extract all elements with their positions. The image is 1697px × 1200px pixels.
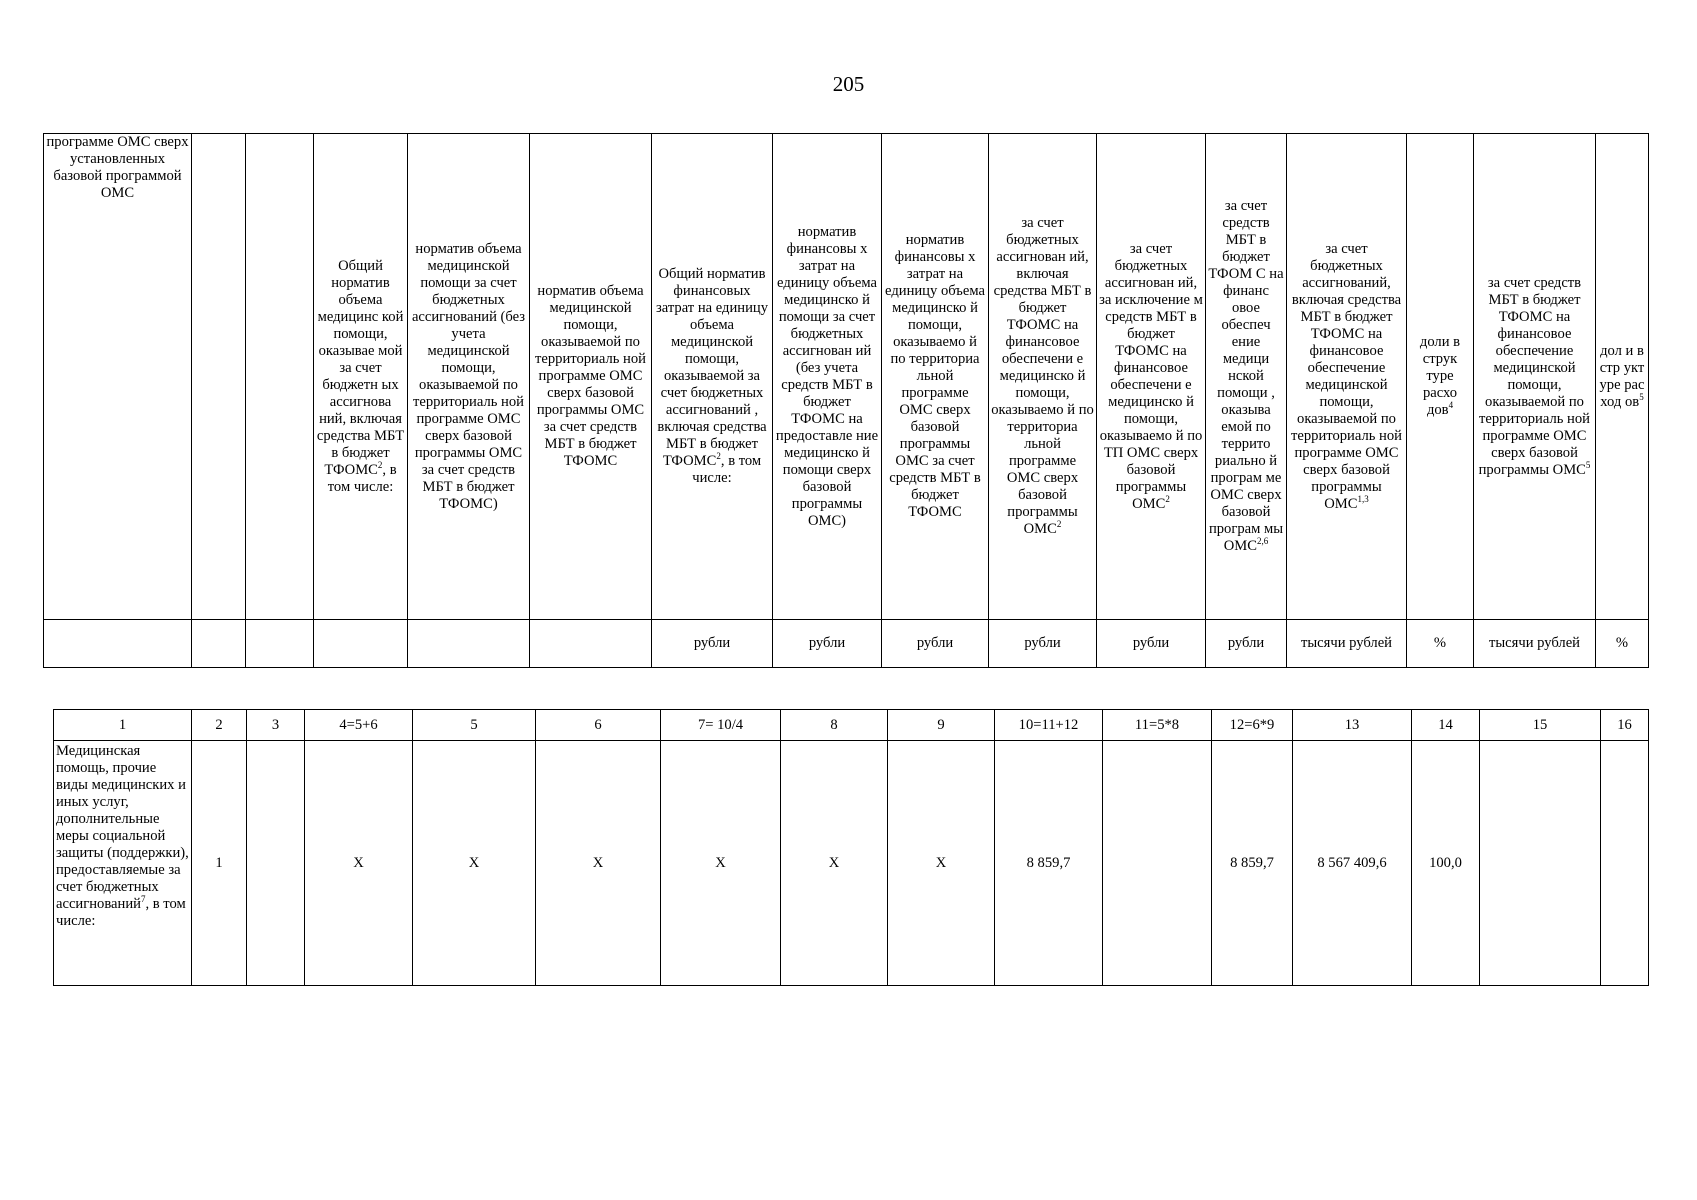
header-cell: за счет средств МБТ в бюджет ТФОМ С на финанс овое обеспеч ение медици нской помощи , оказыва емой по террито риально й програм ме ОМС сверх базовой програм мы ОМС$^{2,6}$	[1206, 134, 1287, 620]
header-cell: Общий норматив финансовых затрат на единицу объема медицинской помощи, оказываемой за счет бюджетных ассигнований , включая средства МБТ в бюджет ТФОМС$^2$, в том числе:	[652, 134, 773, 620]
column-number: 12=6*9	[1212, 710, 1293, 741]
table-cell: 8 859,7	[995, 741, 1103, 986]
table-cell: X	[413, 741, 536, 986]
column-number: 16	[1601, 710, 1649, 741]
header-cell: программе ОМС сверх установленных базовой программой ОМС	[44, 134, 192, 620]
table-cell	[1601, 741, 1649, 986]
header-table	[43, 133, 1649, 668]
unit-cell	[192, 620, 246, 668]
header-cell: за счет бюджетных ассигнований, включая средства МБТ в бюджет ТФОМС на финансовое обеспечение медицинской помощи, оказываемой по территориаль ной программе ОМС сверх базовой программы ОМС$^{1,3}$	[1287, 134, 1407, 620]
header-cell	[192, 134, 246, 620]
header-cell: норматив финансовы х затрат на единицу объема медицинско й помощи, оказываемо й по территориа льной программе ОМС сверх базовой программы ОМС за счет средств МБТ в бюджет ТФОМС	[882, 134, 989, 620]
unit-cell: рубли	[1097, 620, 1206, 668]
column-number: 13	[1293, 710, 1412, 741]
column-number-row	[54, 710, 1649, 741]
table-cell: 100,0	[1412, 741, 1480, 986]
table-row	[54, 741, 1649, 986]
unit-cell: тысячи рублей	[1474, 620, 1596, 668]
unit-cell: %	[1596, 620, 1649, 668]
column-number: 8	[781, 710, 888, 741]
unit-cell: рубли	[1206, 620, 1287, 668]
table-cell: X	[781, 741, 888, 986]
unit-cell: тысячи рублей	[1287, 620, 1407, 668]
unit-cell: рубли	[773, 620, 882, 668]
table-cell	[1103, 741, 1212, 986]
column-number: 6	[536, 710, 661, 741]
header-cell: норматив финансовы х затрат на единицу объема медицинско й помощи за счет бюджетных ассигнован ий (без учета средств МБТ в бюджет ТФОМС на предоставле ние медицинско й помощи сверх базовой программы ОМС)	[773, 134, 882, 620]
table-cell: X	[536, 741, 661, 986]
unit-cell	[408, 620, 530, 668]
table-cell	[1480, 741, 1601, 986]
column-number: 15	[1480, 710, 1601, 741]
column-number: 11=5*8	[1103, 710, 1212, 741]
column-number: 10=11+12	[995, 710, 1103, 741]
unit-cell: рубли	[882, 620, 989, 668]
unit-cell	[44, 620, 192, 668]
table-cell: X	[888, 741, 995, 986]
table-cell: 8 567 409,6	[1293, 741, 1412, 986]
header-cell: за счет средств МБТ в бюджет ТФОМС на финансовое обеспечение медицинской помощи, оказываемой по территориаль ной программе ОМС сверх базовой программы ОМС$^5$	[1474, 134, 1596, 620]
header-cell: за счет бюджетных ассигнован ий, включая средства МБТ в бюджет ТФОМС на финансовое обеспечени е медицинско й помощи, оказываемо й по территориа льной программе ОМС сверх базовой программы ОМС$^2$	[989, 134, 1097, 620]
header-cell: доли в струк туре расхо дов$^4$	[1407, 134, 1474, 620]
column-number: 3	[247, 710, 305, 741]
unit-cell: %	[1407, 620, 1474, 668]
page-number: 205	[832, 72, 865, 96]
unit-cell: рубли	[652, 620, 773, 668]
column-number: 9	[888, 710, 995, 741]
column-number: 5	[413, 710, 536, 741]
table-cell: 1	[192, 741, 247, 986]
header-cell: Общий норматив объема медицинс кой помощи, оказывае мой за счет бюджетн ых ассигнова ний, включая средства МБТ в бюджет ТФОМС$^2$, в том числе:	[314, 134, 408, 620]
unit-cell: рубли	[989, 620, 1097, 668]
column-number: 2	[192, 710, 247, 741]
unit-cell	[314, 620, 408, 668]
column-number: 7= 10/4	[661, 710, 781, 741]
table-cell	[247, 741, 305, 986]
column-number: 4=5+6	[305, 710, 413, 741]
column-number: 1	[54, 710, 192, 741]
header-cell	[246, 134, 314, 620]
row-label: Медицинская помощь, прочие виды медицинских и иных услуг, дополнительные меры социальной защиты (поддержки), предоставляемые за счет бюджетных ассигнований$^7$, в том числе:	[54, 741, 192, 986]
column-number: 14	[1412, 710, 1480, 741]
header-cell: норматив объема медицинской помощи за счет бюджетных ассигнований (без учета медицинской помощи, оказываемой по территориаль ной программе ОМС сверх базовой программы ОМС за счет средств МБТ в бюджет ТФОМС)	[408, 134, 530, 620]
table-cell: 8 859,7	[1212, 741, 1293, 986]
table-cell: X	[305, 741, 413, 986]
data-table	[53, 709, 1649, 986]
header-cell: норматив объема медицинской помощи, оказываемой по территориаль ной программе ОМС сверх базовой программы ОМС за счет средств МБТ в бюджет ТФОМС	[530, 134, 652, 620]
unit-cell	[246, 620, 314, 668]
header-cell: дол и в стр укт уре рас ход $ов^5$	[1596, 134, 1649, 620]
table-cell: X	[661, 741, 781, 986]
header-cell: за счет бюджетных ассигнован ий, за исключение м средств МБТ в бюджет ТФОМС на финансовое обеспечени е медицинско й помощи, оказываемо й по ТП ОМС сверх базовой программы ОМС$^2$	[1097, 134, 1206, 620]
unit-cell	[530, 620, 652, 668]
